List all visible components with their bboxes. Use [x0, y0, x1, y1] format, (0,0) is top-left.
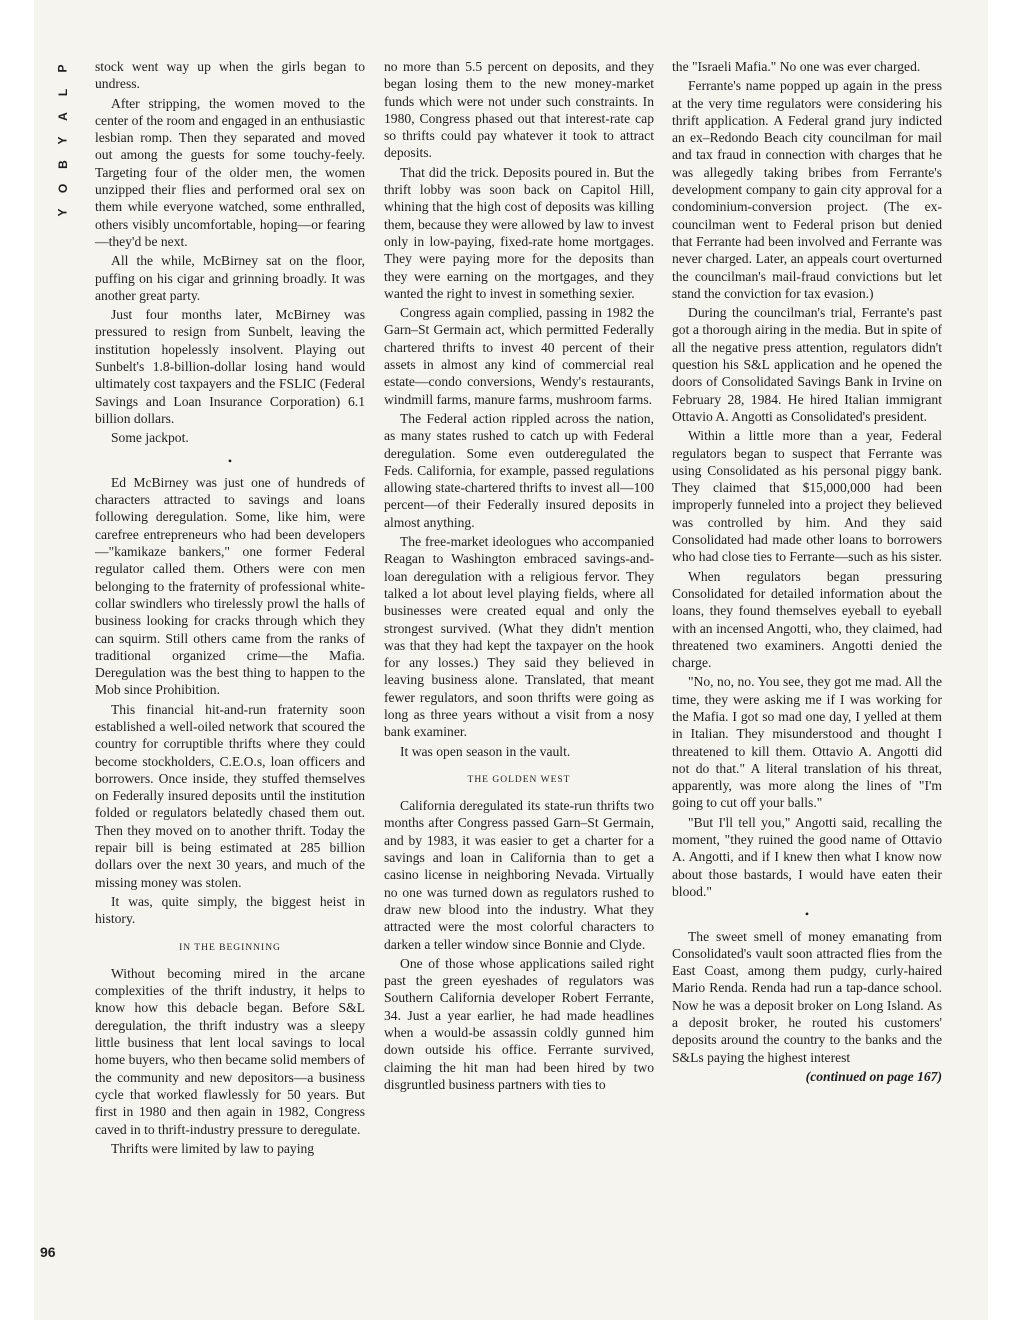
continued-note: (continued on page 167) — [805, 1068, 942, 1084]
section-heading: THE GOLDEN WEST — [467, 774, 571, 785]
article-paragraph: During the councilman's trial, Ferrante's past got a thorough airing in the media. But in spite of all the negative press attention, regulators didn't question his S&L application and he opened the doors of Consolidated Savings Bank in Irvine on February 28, 1984. He hired Italian immigrant Ottavio A. Angotti as Consolidated's president. — [672, 305, 942, 424]
article-paragraph: California deregulated its state-run thrifts two months after Congress passed Garn–St Germain, and by 1983, it was easier to get a charter for a savings and loan in California than to get a casino license in neighboring Nevada. Virtually no one was turned down as regulators rushed to draw new blood into the industry. What they attracted were the most colorful characters to darken a teller window since Bonnie and Clyde. — [384, 798, 654, 952]
article-paragraph: Just four months later, McBirney was pressured to resign from Sunbelt, leaving the institution hopelessly insolvent. Playing out Sunbelt's 1.8-billion-dollar losing hand would ultimately cost taxpayers and the FSLIC (Federal Savings and Loan Insurance Corporation) 6.1 billion dollars. — [95, 307, 365, 426]
article-paragraph: The free-market ideologues who accompanied Reagan to Washington embraced savings-and-loan deregulation with a religious fervor. They talked a lot about level playing fields, where all businesses were created equal and only the strongest survived. (What they didn't mention was that they had kept the taxpayer on the hook for any losses.) They said they believed in leaving business alone. Translated, that meant fewer regulators, and soon thrifts were going as long as three years without a visit from a nosy bank examiner. — [384, 534, 654, 740]
text-column-2 — [384, 58, 654, 1095]
article-paragraph: Within a little more than a year, Federal regulators began to suspect that Ferrante was using Consolidated as his personal piggy bank. They claimed that $15,000,000 had been improperly funneled into a project they believed was controlled by him. And they said Consolidated had made other loans to borrowers who had close ties to Ferrante—such as his sister. — [672, 428, 942, 565]
text-column-3 — [672, 58, 942, 1087]
sidebar-letter: A — [55, 111, 70, 121]
article-paragraph: Some jackpot. — [111, 430, 189, 446]
text-column-1 — [95, 58, 365, 1159]
article-paragraph: stock went way up when the girls began to undress. — [95, 59, 365, 92]
article-paragraph: All the while, McBirney sat on the floor, puffing on his cigar and grinning broadly. It was another great party. — [95, 253, 365, 303]
sidebar-letter: L — [56, 87, 70, 97]
sidebar-letter: B — [55, 159, 70, 169]
article-paragraph: It was open season in the vault. — [400, 743, 571, 759]
article-paragraph: Without becoming mired in the arcane complexities of the thrift industry, it helps to know how this debacle began. Before S&L deregulation, the thrift industry was a sleepy little business that lent local savings to local home buyers, who then became solid members of the community and new depositors—a business cycle that worked flawlessly for 50 years. But first in 1980 and then again in 1982, Congress caved in to thrift-industry pressure to deregulate. — [95, 965, 365, 1137]
article-paragraph: "No, no, no. You see, they got me mad. All the time, they were asking me if I was working for the Mafia. I got so mad one day, I yelled at them in Italian. They misunderstood and thought I threatened to kill them. Ottavio A. Angotti did not do that." A literal translation of his threat, apparently, was more along the lines of "I'm going to cut off your balls." — [672, 674, 942, 811]
section-break-bullet: • — [227, 453, 233, 468]
article-paragraph: Ed McBirney was just one of hundreds of characters attracted to savings and loans following deregulation. Some, like him, were carefree entrepreneurs who had been developers—"kamikaze bankers," one former Federal regulator called them. Others were con men belonging to the fraternity of professional white-collar swindlers who tirelessly prowl the halls of business looking for cracks through which they can squirm. Still others came from the ranks of traditional organized crime—the Mafia. Deregulation was the best thing to happen to the Mob since Prohibition. — [95, 474, 365, 698]
sidebar-letter: Y — [55, 207, 70, 217]
article-paragraph: It was, quite simply, the biggest heist in history. — [95, 893, 365, 927]
section-heading: IN THE BEGINNING — [179, 942, 281, 953]
article-paragraph: After stripping, the women moved to the center of the room and engaged in an enthusiastic lesbian romp. Then they separated and moved out among the guests for some touchy-feely. Targeting four of the older men, the women unzipped their flies and performed oral sex on them while everyone watched, some enthralled, others visibly uncomfortable, hoping—or fearing—they'd be next. — [95, 95, 365, 249]
article-paragraph: Ferrante's name popped up again in the press at the very time regulators were considering his thrift application. A Federal grand jury indicted an ex–Redondo Beach city councilman for mail and tax fraud in connection with charges that he was allegedly taking bribes from Ferrante's development company to gain city approval for a condominium-conversion project. (The ex-councilman went to Federal prison but denied that Ferrante had been involved and Ferrante was never charged. Later, an appeals court overturned the councilman's mail-fraud convictions but let stand the conviction for tax evasion.) — [672, 78, 942, 301]
article-paragraph: One of those whose applications sailed right past the green eyeshades of regulators was Southern California developer Robert Ferrante, 34. Just a year earlier, he had made headlines when a would-be assassin coldly gunned him down outside his office. Ferrante survived, claiming the hit man had been hired by two disgruntled business partners with ties to — [384, 955, 654, 1092]
article-paragraph: The sweet smell of money emanating from Consolidated's vault soon attracted flies from the East Coast, among them pudgy, curly-haired Mario Renda. Renda had run a tap-dance school. Now he was a deposit broker on Long Island. As a deposit broker, he routed his customers' deposits around the country to the banks and the S&Ls paying the highest interest — [672, 928, 942, 1065]
article-paragraph: Thrifts were limited by law to paying — [111, 1140, 315, 1156]
article-paragraph: That did the trick. Deposits poured in. But the thrift lobby was soon back on Capitol Hill, whining that the high cost of deposits was killing them, because they were allowed by law to invest only in low-paying, fixed-rate home mortgages. They were paying more for the deposits than they were earning on the mortgages, and they wanted the right to invest in something sexier. — [384, 164, 654, 301]
article-paragraph: the "Israeli Mafia." No one was ever charged. — [672, 59, 921, 74]
sidebar-letter: Y — [55, 135, 70, 145]
magazine-page — [34, 0, 988, 1320]
article-paragraph: Congress again complied, passing in 1982 the Garn–St Germain act, which permitted Federally chartered thrifts to invest 40 percent of their assets in almost any kind of commercial real estate—condo conversions, Wendy's restaurants, windmill farms, manure farms, mushroom farms. — [384, 305, 654, 407]
page-number: 96 — [40, 1244, 56, 1260]
sidebar-letter: P — [55, 63, 70, 73]
article-paragraph: "But I'll tell you," Angotti said, recalling the moment, "they ruined the good name of Ottavio A. Angotti, and if I knew then what I know now about those bastards, I would have eaten their blood." — [672, 814, 942, 899]
article-paragraph: This financial hit-and-run fraternity soon established a well-oiled network that scoured the country for corruptible thrifts where they could become stockholders, C.E.O.s, loan officers and borrowers. Once inside, they stuffed themselves on Federally insured deposits until the institution folded or regulators belatedly chased them out. Then they moved on to another thrift. Today the repair bill is being estimated at 285 billion dollars over the next 30 years, and much of the missing money was stolen. — [95, 701, 365, 890]
article-paragraph: no more than 5.5 percent on deposits, and they began losing them to the new money-market funds which were not under such constraints. In 1980, Congress phased out that interest-rate cap so thrifts could pay whatever it took to attract deposits. — [384, 59, 654, 161]
section-break-bullet: • — [804, 907, 810, 922]
article-paragraph: The Federal action rippled across the nation, as many states rushed to catch up with Federal deregulation. Some even outderegulated the Feds. California, for example, passed regulations allowing state-chartered thrifts to invest all—100 percent—of their Federally insured deposits in almost anything. — [384, 410, 654, 530]
magazine-sidebar-logo — [52, 56, 74, 224]
sidebar-letter: O — [56, 182, 70, 194]
article-paragraph: When regulators began pressuring Consolidated for detailed information about the loans, they found themselves eyeball to eyeball with an incensed Angotti, who, they claimed, had threatened two examiners. Angotti denied the charge. — [672, 568, 942, 671]
